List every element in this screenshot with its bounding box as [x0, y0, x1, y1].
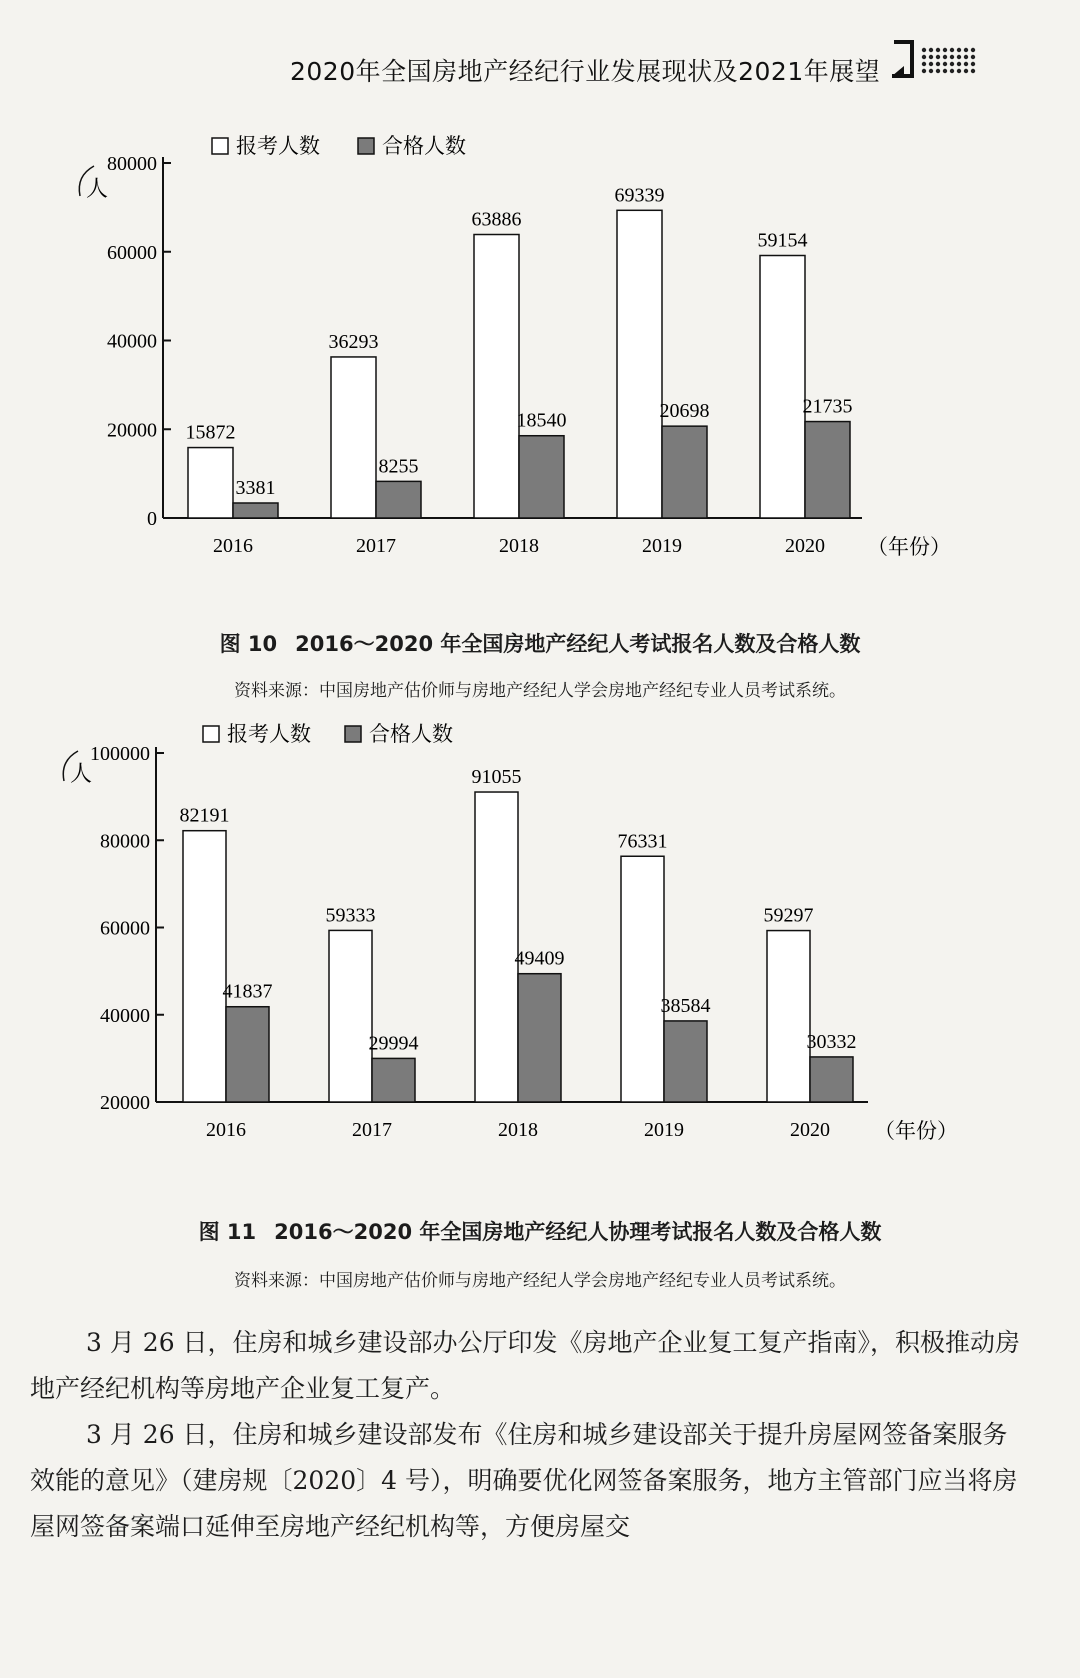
x-tick-label: 2019 — [644, 1119, 684, 1141]
bar — [760, 256, 805, 518]
y-tick-label: 40000 — [100, 1004, 150, 1027]
data-label: 15872 — [185, 421, 236, 444]
figure-10-caption — [0, 628, 1080, 658]
x-tick-label: 2016 — [206, 1119, 246, 1141]
x-tick-label: 2018 — [498, 1119, 538, 1141]
bar — [226, 1007, 269, 1102]
bar — [810, 1057, 853, 1102]
legend-swatch — [345, 726, 361, 742]
figure-10-source: 资料来源：中国房地产估价师与房地产经纪人学会房地产经纪专业人员考试系统。 — [234, 681, 846, 701]
bar — [617, 210, 662, 518]
y-axis-label: 人 — [70, 762, 93, 787]
legend-swatch — [203, 726, 219, 742]
y-tick-label: 80000 — [107, 153, 157, 175]
legend-label: 报考人数 — [236, 134, 320, 158]
body-paragraph: 3 月 26 日，住房和城乡建设部办公厅印发《房地产企业复工复产指南》，积极推动房地产经纪机构等房地产企业复工复产。 — [30, 1328, 1021, 1403]
x-tick-label: 2020 — [785, 535, 825, 557]
y-tick-label: 20000 — [107, 419, 157, 442]
figure-10-label: 图 10 — [219, 632, 278, 656]
legend-label: 合格人数 — [382, 134, 466, 158]
chart-exam-applicants-qualified-broker — [0, 0, 1080, 600]
data-label: 29994 — [368, 1032, 419, 1055]
figure-11-label: 图 11 — [198, 1220, 257, 1244]
x-axis-label: （年份） — [874, 1119, 958, 1143]
bar — [376, 481, 421, 518]
y-tick-label: 80000 — [100, 830, 150, 853]
x-tick-label: 2019 — [642, 535, 682, 557]
data-label: 41837 — [222, 980, 273, 1003]
figure-10-title: 2016～2020 年全国房地产经纪人考试报名人数及合格人数 — [295, 632, 861, 656]
y-tick-label: 60000 — [100, 917, 150, 940]
data-label: 76331 — [617, 830, 668, 853]
bar — [518, 974, 561, 1102]
y-tick-label: 20000 — [100, 1092, 150, 1114]
bar — [519, 436, 564, 518]
bar — [233, 503, 278, 518]
data-label: 69339 — [614, 184, 665, 207]
figure-11-source: 资料来源：中国房地产估价师与房地产经纪人学会房地产经纪专业人员考试系统。 — [234, 1271, 846, 1291]
y-tick-label: 60000 — [107, 241, 157, 264]
bar — [664, 1021, 707, 1102]
bar — [621, 856, 664, 1102]
data-label: 63886 — [471, 208, 522, 231]
bar — [662, 426, 707, 518]
bar — [474, 235, 519, 518]
legend-swatch — [358, 138, 374, 154]
data-label: 59154 — [757, 229, 808, 252]
body-paragraph: 3 月 26 日，住房和城乡建设部发布《住房和城乡建设部关于提升房屋网签备案服务效能的意见》（建房规〔2020〕4 号），明确要优化网签备案服务，地方主管部门应当将房屋网签备案端口延伸至房地产经纪机构等，方便房屋交 — [30, 1420, 1018, 1541]
bar — [183, 831, 226, 1102]
data-label: 3381 — [235, 476, 276, 499]
data-label: 18540 — [516, 409, 567, 432]
chart-exam-applicants-qualified-assistant — [0, 720, 1080, 1180]
x-axis-label: （年份） — [867, 535, 951, 559]
data-label: 38584 — [660, 994, 711, 1017]
bar — [329, 930, 372, 1102]
legend-swatch — [212, 138, 228, 154]
y-tick-label: 100000 — [90, 743, 150, 765]
data-label: 21735 — [802, 395, 853, 418]
bar — [475, 792, 518, 1102]
y-axis-label: 人 — [86, 177, 109, 202]
x-tick-label: 2017 — [352, 1119, 392, 1141]
y-tick-label: 40000 — [107, 330, 157, 353]
bar — [188, 448, 233, 518]
x-tick-label: 2020 — [790, 1119, 830, 1141]
data-label: 36293 — [328, 330, 379, 353]
data-label: 8255 — [378, 455, 419, 478]
bar — [331, 357, 376, 518]
bar — [767, 931, 810, 1102]
y-tick-label: 0 — [147, 508, 157, 530]
data-label: 59333 — [325, 904, 376, 927]
x-tick-label: 2016 — [213, 535, 253, 557]
x-tick-label: 2018 — [499, 535, 539, 557]
legend-label: 报考人数 — [227, 722, 311, 746]
data-label: 82191 — [179, 804, 230, 827]
data-label: 20698 — [659, 400, 710, 423]
bar — [805, 422, 850, 518]
figure-11-title: 2016～2020 年全国房地产经纪人协理考试报名人数及合格人数 — [274, 1220, 882, 1244]
x-tick-label: 2017 — [356, 535, 396, 557]
figure-11-caption — [0, 1216, 1080, 1246]
legend-label: 合格人数 — [369, 722, 453, 746]
data-label: 91055 — [471, 766, 522, 789]
data-label: 59297 — [763, 904, 814, 927]
bar — [372, 1058, 415, 1102]
body-text — [30, 1320, 1030, 1550]
page-header: 2020年全国房地产经纪行业发展现状及2021年展望 — [290, 57, 881, 86]
data-label: 30332 — [806, 1030, 857, 1053]
data-label: 49409 — [514, 947, 565, 970]
